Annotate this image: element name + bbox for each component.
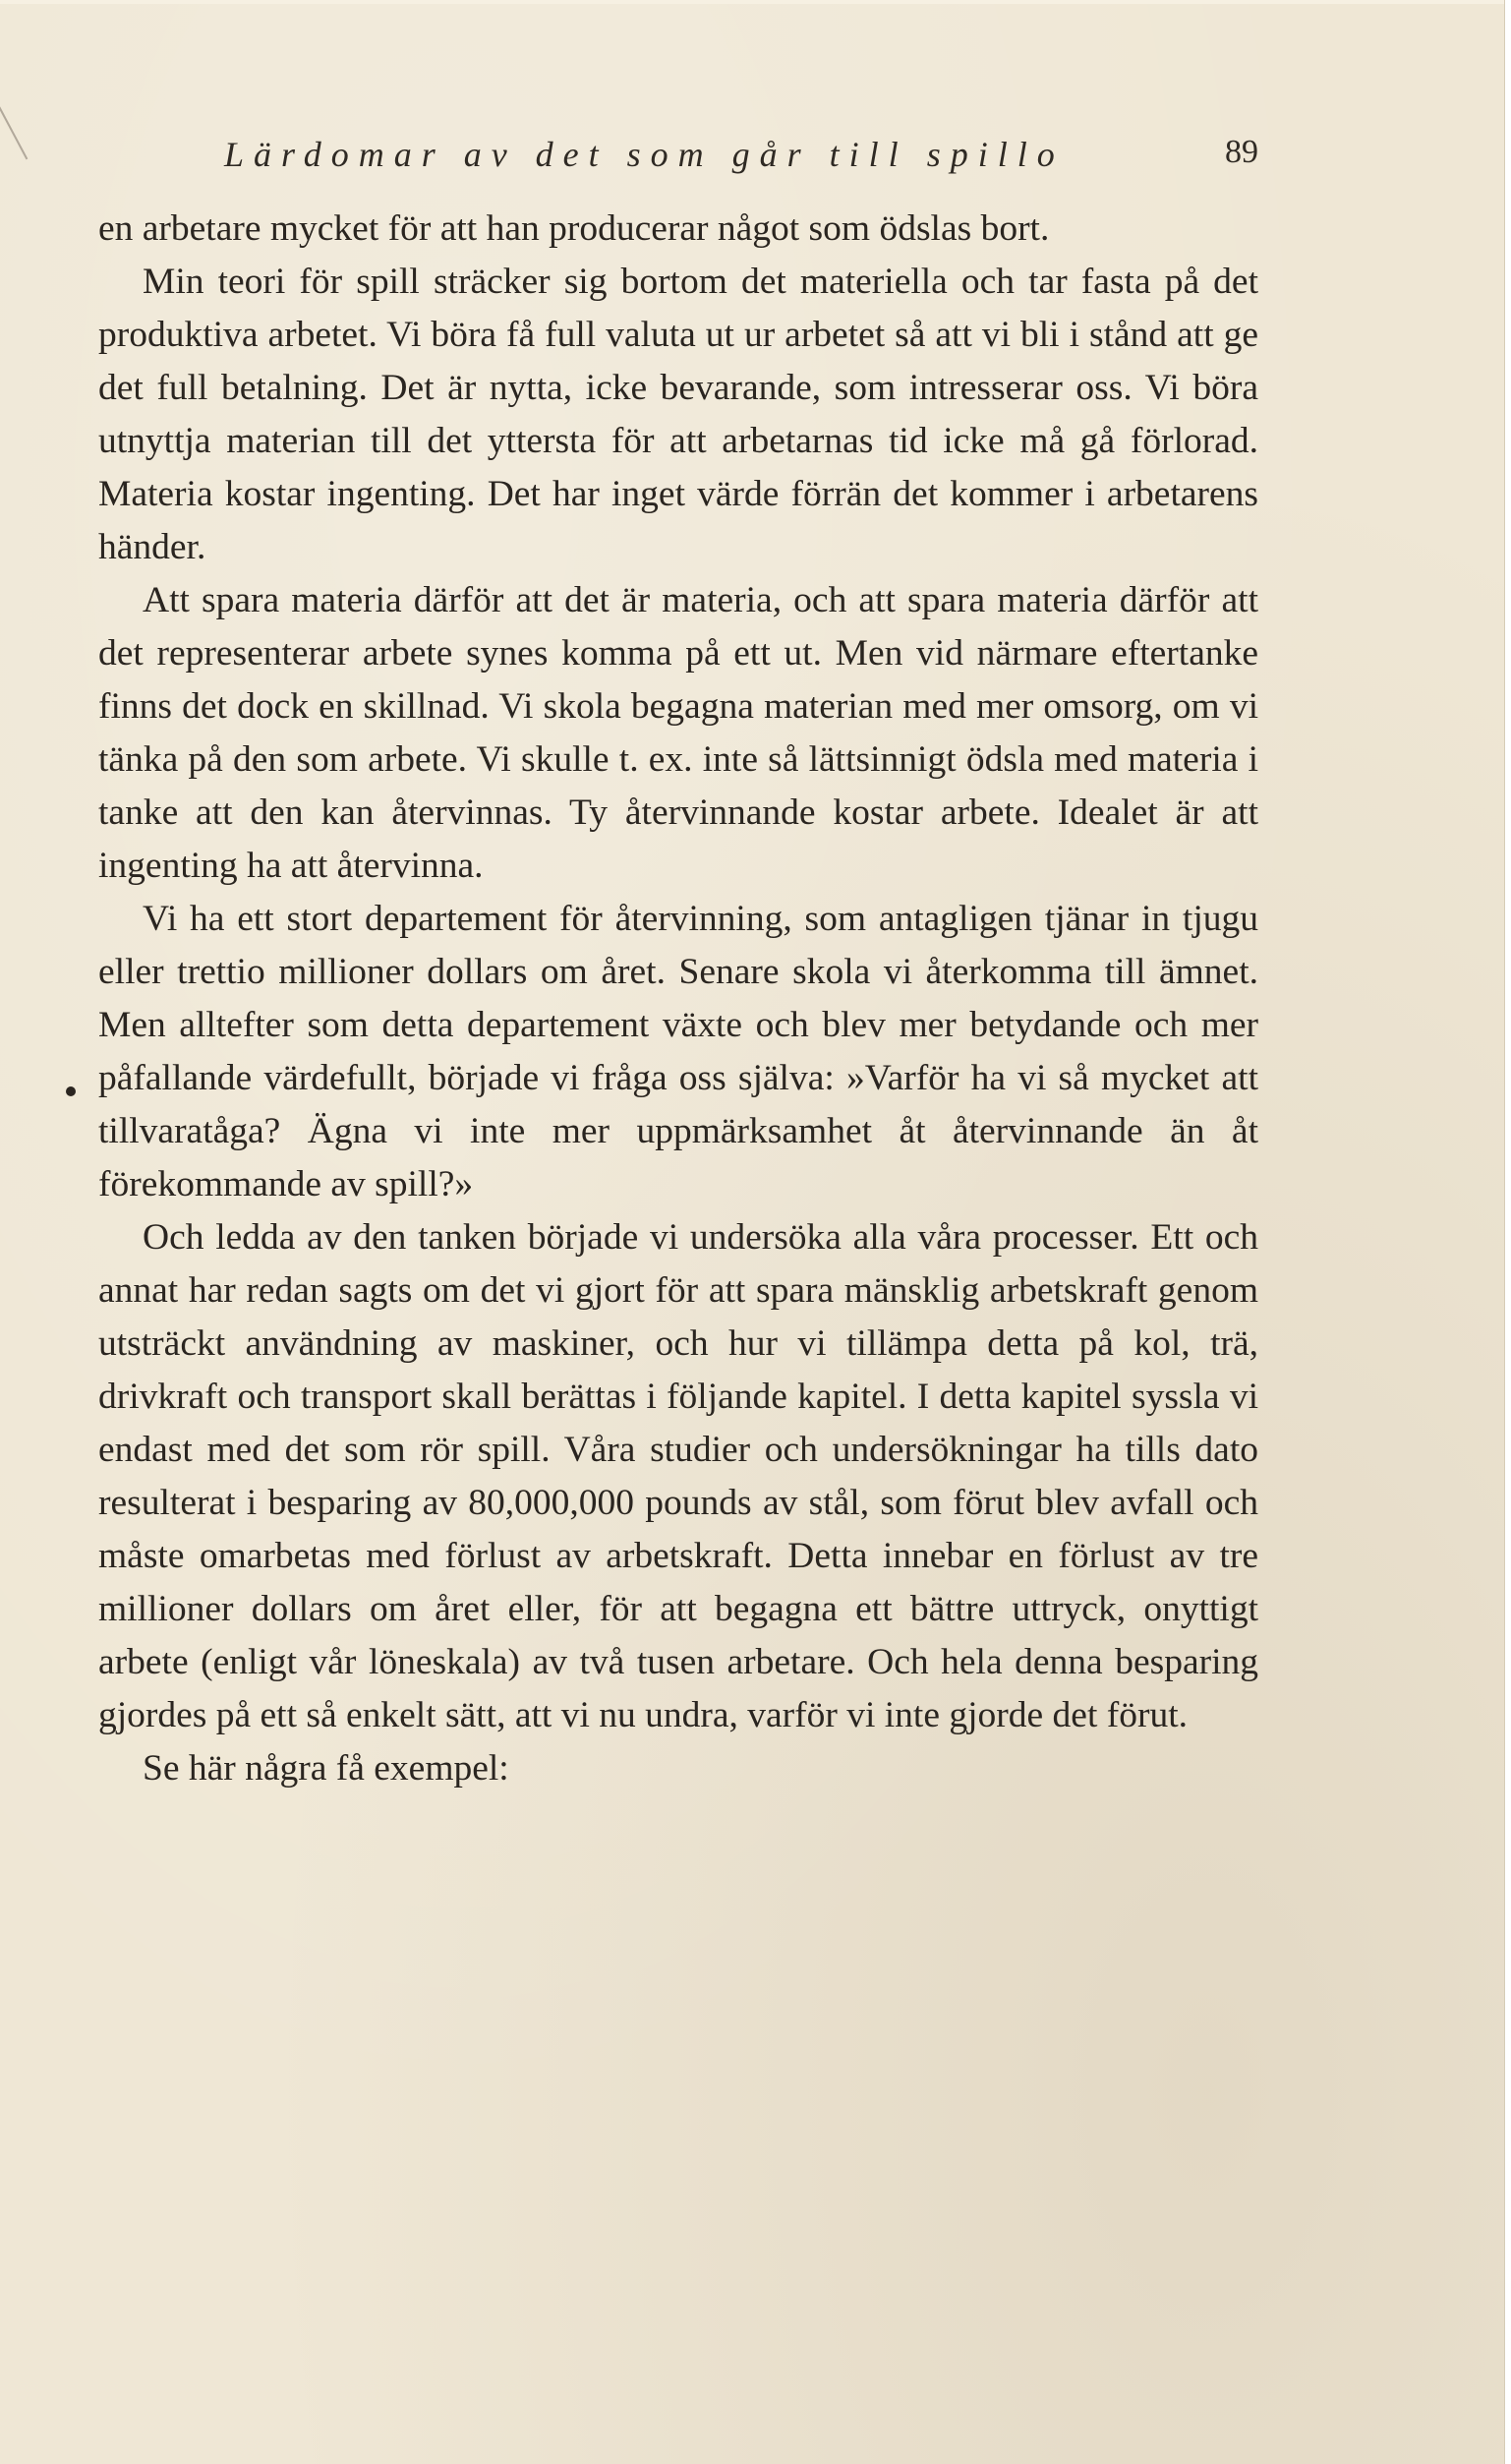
margin-dot (66, 1086, 76, 1096)
body-text (98, 203, 1258, 1795)
pencil-mark (0, 98, 28, 160)
running-head (98, 134, 1258, 193)
chapter-title: Lärdomar av det som går till spillo (224, 135, 1065, 174)
paragraph-6: Se här några få exempel: (143, 1748, 509, 1789)
page-top-edge (0, 0, 1511, 4)
paragraph-1: en arbetare mycket för att han producerar något som ödslas bort. (98, 208, 1050, 249)
paragraph-4: Vi ha ett stort departement för återvinning, som antagligen tjänar in tjugu eller trettio millioner dollars om året. Senare skola vi återkomma till ämnet. Men alltefter som detta departement växte och blev mer betydande och mer påfallande värdefullt, började vi fråga oss själva: »Varför ha vi så mycket att tillvaratåga? Ägna vi inte mer uppmärksamhet åt återvinnande än åt förekommande av spill?» (98, 899, 1258, 1204)
page-right-edge (1504, 0, 1511, 2464)
paragraph-2: Min teori för spill sträcker sig bortom det materiella och tar fasta på det produktiva arbetet. Vi böra få full valuta ut ur arbetet så att vi bli i stånd att ge det full betalning. Det är nytta, icke bevarande, som intresserar oss. Vi böra utnyttja materian till det yttersta för att arbetarnas tid icke må gå förlorad. Materia kostar ingenting. Det har inget värde förrän det kommer i arbetarens händer. (98, 262, 1258, 567)
paragraph-5: Och ledda av den tanken började vi undersöka alla våra processer. Ett och annat har redan sagts om det vi gjort för att spara mänsklig arbetskraft genom utsträckt användning av maskiner, och hur vi tillämpa detta på kol, trä, drivkraft och transport skall berättas i följande kapitel. I detta kapitel syssla vi endast med det som rör spill. Våra studier och undersökningar ha tills dato resulterat i besparing av 80,000,000 pounds av stål, som förut blev avfall och måste omarbetas med förlust av arbetskraft. Detta innebar en förlust av tre millioner dollars om året eller, för att begagna ett bättre uttryck, onyttigt arbete (enligt vår löneskala) av två tusen arbetare. Och hela denna besparing gjordes på ett så enkelt sätt, att vi nu undra, varför vi inte gjorde det förut. (98, 1217, 1258, 1735)
paragraph-3: Att spara materia därför att det är materia, och att spara materia därför att det representerar arbete synes komma på ett ut. Men vid närmare eftertanke finns det dock en skillnad. Vi skola begagna materian med mer omsorg, om vi tänka på den som arbete. Vi skulle t. ex. inte så lättsinnigt ödsla med materia i tanke att den kan återvinnas. Ty återvinnande kostar arbete. Idealet är att ingenting ha att återvinna. (98, 580, 1258, 886)
page-number: 89 (1225, 134, 1258, 170)
